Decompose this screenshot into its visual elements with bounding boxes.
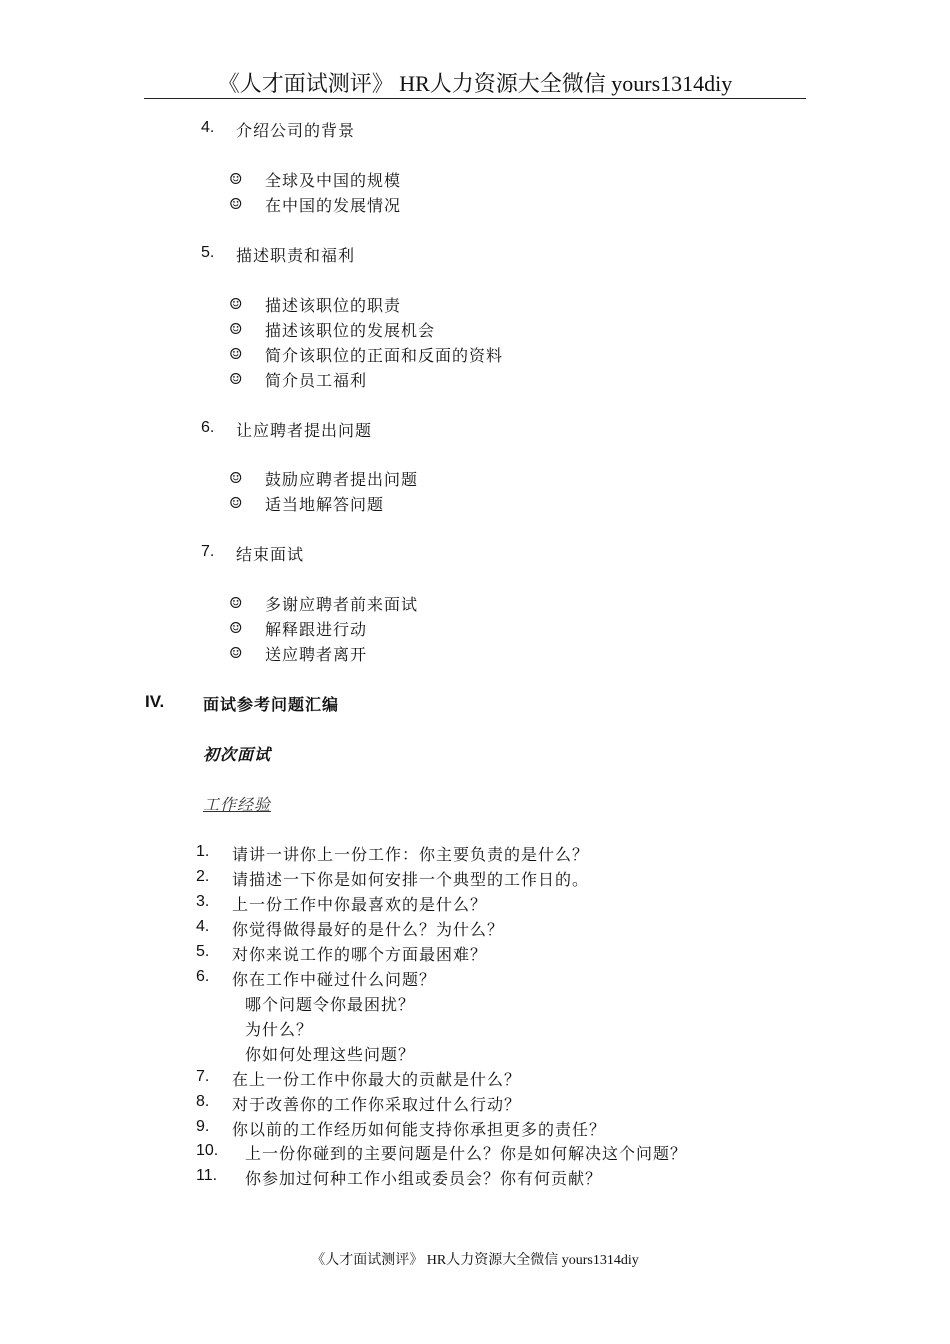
question-text: 对你来说工作的哪个方面最困难？ — [232, 945, 488, 964]
smiley-bullet-icon: ☺ — [229, 370, 243, 388]
list-item: 多谢应聘者前来面试 — [265, 595, 419, 614]
step-title: 让应聘者提出问题 — [236, 421, 373, 440]
step-title: 结束面试 — [236, 545, 305, 564]
smiley-bullet-icon: ☺ — [229, 594, 243, 612]
question-text: 你在工作中碰过什么问题？ — [232, 970, 437, 989]
question-number: 4. — [196, 918, 210, 935]
question-number: 8. — [196, 1093, 210, 1110]
question-number: 2. — [196, 868, 210, 885]
question-number: 5. — [196, 943, 210, 960]
question-text: 请描述一下你是如何安排一个典型的工作日的。 — [232, 870, 590, 889]
list-item: 送应聘者离开 — [265, 645, 368, 664]
list-item: 鼓励应聘者提出问题 — [265, 470, 419, 489]
subheading: 初次面试 — [203, 745, 272, 764]
smiley-bullet-icon: ☺ — [229, 644, 243, 662]
section-title: 面试参考问题汇编 — [203, 695, 340, 714]
question-text: 上一份你碰到的主要问题是什么？你是如何解决这个问题？ — [245, 1144, 688, 1163]
list-item: 简介员工福利 — [265, 371, 368, 390]
question-subtext: 你如何处理这些问题？ — [245, 1045, 416, 1064]
list-item: 描述该职位的职责 — [265, 296, 402, 315]
question-text: 在上一份工作中你最大的贡献是什么？ — [232, 1070, 522, 1089]
question-text: 请讲一讲你上一份工作：你主要负责的是什么？ — [232, 845, 590, 864]
smiley-bullet-icon: ☺ — [229, 295, 243, 313]
list-item: 解释跟进行动 — [265, 620, 368, 639]
question-number: 9. — [196, 1118, 210, 1135]
step-title: 介绍公司的背景 — [236, 121, 356, 140]
category-heading: 工作经验 — [203, 795, 272, 814]
question-number: 7. — [196, 1068, 210, 1085]
smiley-bullet-icon: ☺ — [229, 494, 243, 512]
list-item: 适当地解答问题 — [265, 495, 385, 514]
list-item: 全球及中国的规模 — [265, 171, 402, 190]
step-number: 6. — [201, 419, 215, 436]
section-number: IV. — [145, 692, 165, 711]
smiley-bullet-icon: ☺ — [229, 619, 243, 637]
question-subtext: 为什么？ — [245, 1020, 314, 1039]
question-text: 你参加过何种工作小组或委员会？你有何贡献？ — [245, 1169, 603, 1188]
question-text: 你觉得做得最好的是什么？为什么？ — [232, 920, 505, 939]
list-item: 描述该职位的发展机会 — [265, 321, 436, 340]
question-number: 3. — [196, 893, 210, 910]
list-item: 简介该职位的正面和反面的资料 — [265, 346, 504, 365]
step-number: 5. — [201, 244, 215, 261]
smiley-bullet-icon: ☺ — [229, 320, 243, 338]
step-number: 4. — [201, 119, 215, 136]
list-item: 在中国的发展情况 — [265, 196, 402, 215]
question-subtext: 哪个问题令你最困扰？ — [245, 995, 416, 1014]
step-title: 描述职责和福利 — [236, 246, 356, 265]
question-text: 对于改善你的工作你采取过什么行动？ — [232, 1095, 522, 1114]
step-number: 7. — [201, 543, 215, 560]
smiley-bullet-icon: ☺ — [229, 195, 243, 213]
question-text: 你以前的工作经历如何能支持你承担更多的责任？ — [232, 1120, 607, 1139]
question-number: 6. — [196, 968, 210, 985]
question-number: 1. — [196, 843, 210, 860]
page-header: 《人才面试测评》 HR人力资源大全微信 yours1314diy — [144, 64, 806, 99]
smiley-bullet-icon: ☺ — [229, 345, 243, 363]
page-footer: 《人才面试测评》 HR人力资源大全微信 yours1314diy — [311, 1253, 639, 1268]
question-number: 10. — [196, 1142, 219, 1159]
smiley-bullet-icon: ☺ — [229, 469, 243, 487]
smiley-bullet-icon: ☺ — [229, 170, 243, 188]
question-number: 11. — [196, 1167, 218, 1184]
question-text: 上一份工作中你最喜欢的是什么？ — [232, 895, 488, 914]
